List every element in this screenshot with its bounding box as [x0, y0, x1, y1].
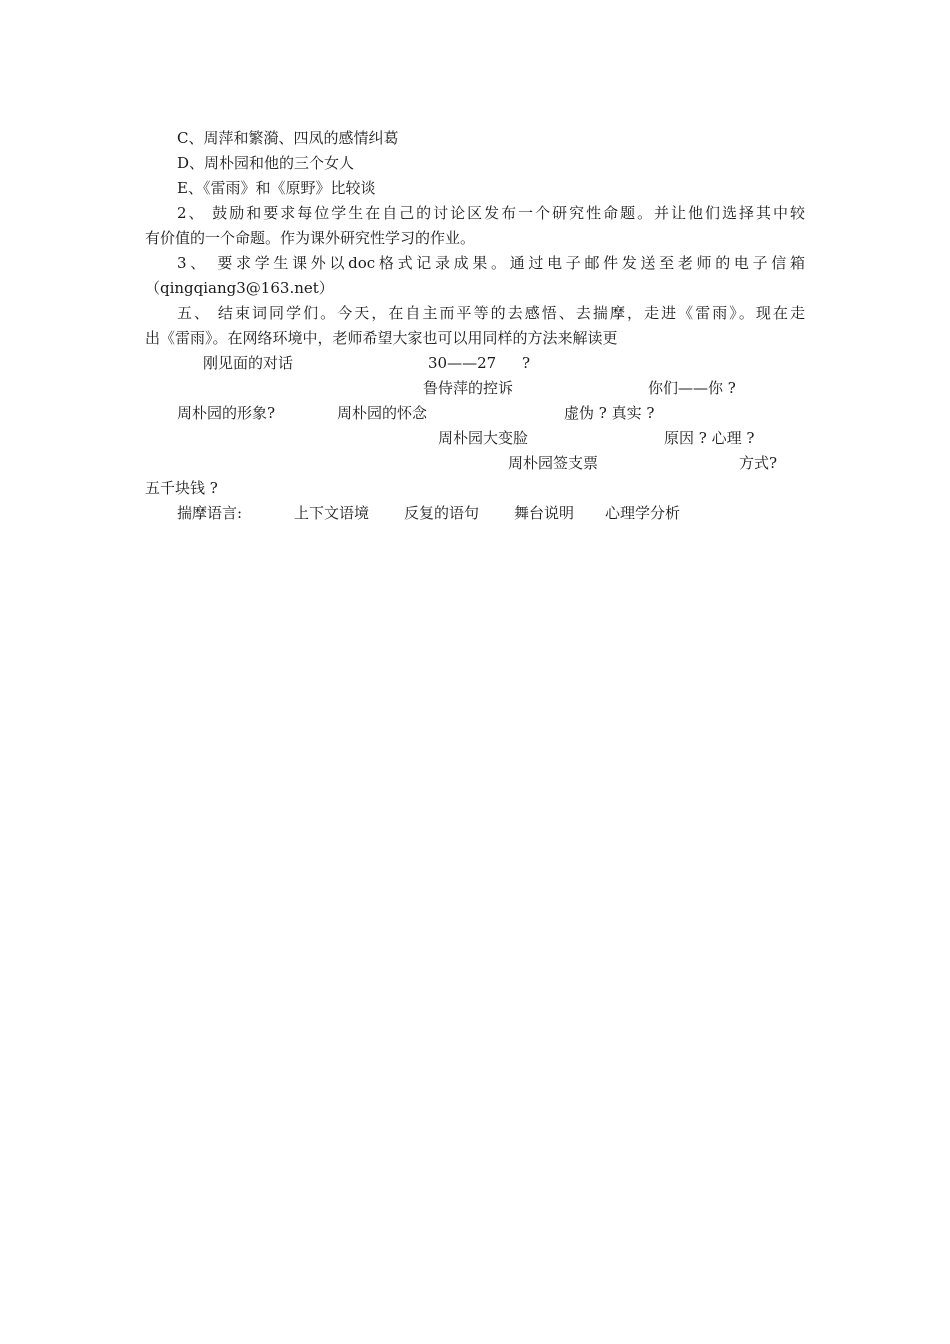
diagram-first-dialogue: 刚见面的对话 — [203, 354, 294, 372]
section-5-line-2: 出《雷雨》。在网络环境中，老师希望大家也可以用同样的方法来解读更 — [145, 329, 618, 347]
diagram-false-true: 虚伪 ? 真实 ? — [564, 404, 655, 422]
item-3-email: （qingqiang3@163.net） — [145, 279, 334, 297]
diagram-cheque: 周朴园签支票 — [508, 454, 599, 472]
diagram-change-face: 周朴园大变脸 — [438, 429, 529, 447]
diagram-you: 你们——你 ? — [648, 379, 736, 397]
language-item-stage-directions: 舞台说明 — [514, 504, 575, 522]
item-3-line-1: 3、 要求学生课外以doc格式记录成果。通过电子邮件发送至老师的电子信箱 — [177, 254, 805, 272]
item-2-line-2: 有价值的一个命题。作为课外研究性学习的作业。 — [145, 229, 476, 247]
option-e: E、《雷雨》和《原野》比较谈 — [177, 179, 376, 197]
diagram-image: 周朴园的形象? — [177, 404, 276, 422]
section-5-line-1: 五、 结束词同学们。今天，在自主而平等的去感悟、去揣摩，走进《雷雨》。现在走 — [177, 304, 805, 322]
diagram-years: 30——27 — [428, 354, 497, 372]
language-item-repetition: 反复的语句 — [404, 504, 480, 522]
item-2-line-1: 2、 鼓励和要求每位学生在自己的讨论区发布一个研究性命题。并让他们选择其中较 — [177, 204, 805, 222]
language-item-psychology: 心理学分析 — [605, 504, 681, 522]
language-label: 揣摩语言: — [177, 504, 243, 522]
diagram-reason: 原因 ? 心理 ? — [664, 429, 755, 447]
option-d: D、周朴园和他的三个女人 — [177, 154, 355, 172]
option-c: C、周萍和繁漪、四凤的感情纠葛 — [177, 129, 399, 147]
diagram-question-1: ? — [522, 354, 531, 372]
diagram-complaint: 鲁侍萍的控诉 — [423, 379, 514, 397]
language-item-context: 上下文语境 — [294, 504, 370, 522]
diagram-method: 方式? — [739, 454, 778, 472]
diagram-miss: 周朴园的怀念 — [337, 404, 428, 422]
diagram-money: 五千块钱 ? — [145, 479, 218, 497]
